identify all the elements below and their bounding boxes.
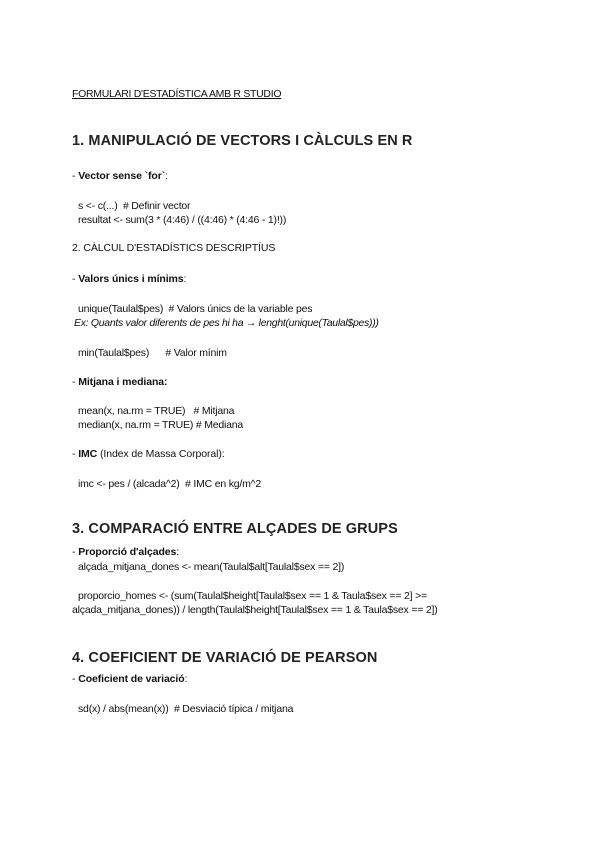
code-line: imc <- pes / (alcada^2) # IMC en kg/m^2: [78, 478, 262, 490]
section-2-subheading-imc: [72, 448, 225, 461]
section-4-subheading: [72, 673, 187, 686]
section-3-heading: 3. COMPARACIÓ ENTRE ALÇADES DE GRUPS: [72, 521, 398, 537]
code-line: resultat <- sum(3 * (4:46) / ((4:46) * (4:46 - 1)!)): [78, 214, 287, 226]
bullet-dash: -: [72, 376, 79, 388]
code-line: alçada_mitjana_dones)) / length(Taulal$height[Taulal$sex == 1 & Taula$sex == 2]): [72, 604, 438, 616]
bullet-dash: -: [72, 170, 79, 182]
subheading-label: Valors únics i mínims: [78, 273, 184, 285]
section-1-subheading: [72, 170, 168, 183]
section-3-subheading: [72, 546, 179, 559]
subheading-suffix: :: [184, 673, 188, 685]
subheading-label: Mitjana i mediana:: [78, 376, 168, 388]
subheading-suffix: :: [183, 273, 187, 285]
bullet-dash: -: [72, 273, 79, 285]
code-line: mean(x, na.rm = TRUE) # Mitjana: [78, 405, 235, 417]
subheading-suffix: :: [165, 170, 168, 182]
subheading-suffix: (Index de Massa Corporal):: [97, 448, 225, 460]
example-line: Ex: Quants valor diferents de pes hi ha → lenght(unique(Taulal$pes))): [74, 317, 379, 329]
subheading-label: Vector sense `for`: [78, 170, 166, 182]
section-2-subheading-unique: [72, 273, 186, 286]
code-line: alçada_mitjana_dones <- mean(Taulal$alt[Taulal$sex == 2]): [78, 561, 345, 573]
subheading-suffix: :: [176, 546, 180, 558]
code-line: s <- c(...) # Definir vector: [78, 200, 191, 212]
bullet-dash: -: [72, 673, 79, 685]
code-line: sd(x) / abs(mean(x)) # Desviació típica / mitjana: [78, 703, 294, 715]
code-line: median(x, na.rm = TRUE) # Mediana: [78, 419, 244, 431]
subheading-label: Coeficient de variació: [78, 673, 185, 685]
subheading-label: Proporció d'alçades: [78, 546, 177, 558]
code-line: unique(Taulal$pes) # Valors únics de la variable pes: [78, 303, 313, 315]
code-line: proporcio_homes <- (sum(Taulal$height[Taulal$sex == 1 & Taula$sex == 2] >=: [78, 590, 427, 602]
section-4-heading: 4. COEFICIENT DE VARIACIÓ DE PEARSON: [72, 650, 378, 666]
section-1-heading: 1. MANIPULACIÓ DE VECTORS I CÀLCULS EN R: [72, 133, 413, 149]
code-line: min(Taulal$pes) # Valor mínim: [78, 347, 227, 359]
document-title: FORMULARI D'ESTADÍSTICA AMB R STUDIO: [72, 88, 282, 100]
bullet-dash: -: [72, 448, 79, 460]
section-2-subheading-mean: [72, 376, 167, 389]
bullet-dash: -: [72, 546, 79, 558]
subheading-label: IMC: [78, 448, 98, 460]
section-2-heading: 2. CÀLCUL D'ESTADÍSTICS DESCRIPTÍUS: [72, 242, 276, 254]
